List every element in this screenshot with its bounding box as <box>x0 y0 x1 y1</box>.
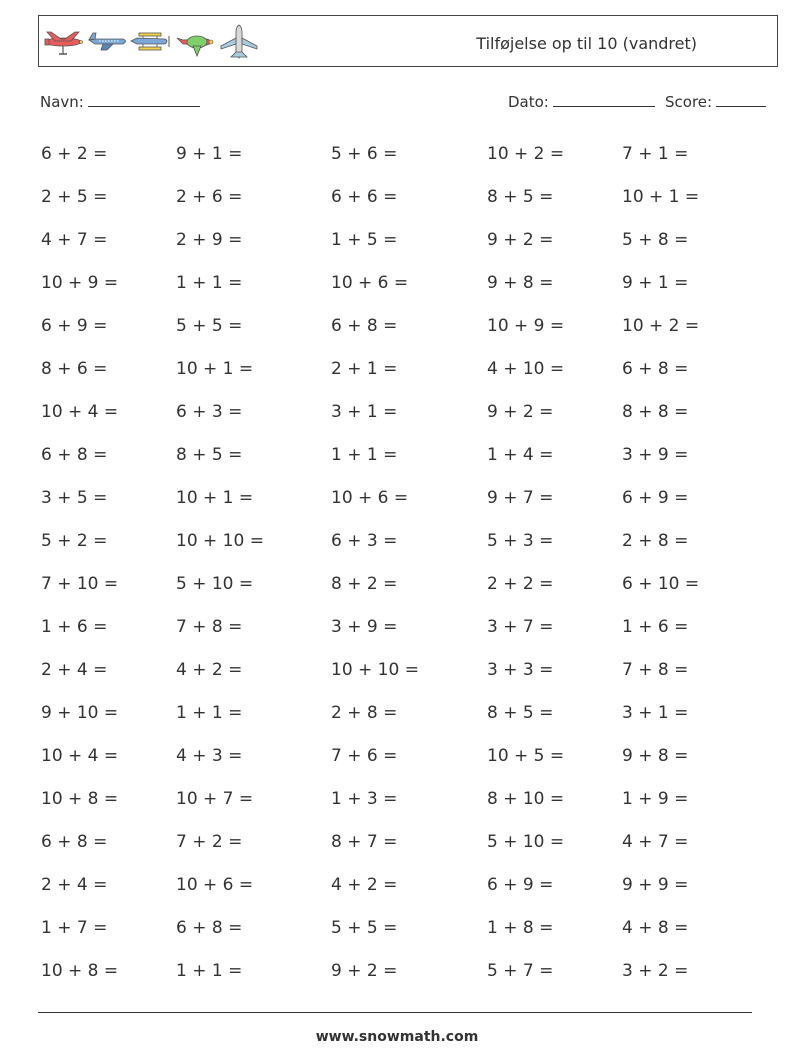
problem-item: 9 + 2 = <box>487 230 554 250</box>
problem-item: 8 + 5 = <box>487 187 554 207</box>
problem-item: 1 + 6 = <box>622 617 689 637</box>
problem-item: 6 + 8 = <box>41 832 108 852</box>
worksheet-header <box>38 15 778 67</box>
problem-item: 5 + 8 = <box>622 230 689 250</box>
problem-item: 2 + 4 = <box>41 660 108 680</box>
problem-item: 10 + 6 = <box>331 273 409 293</box>
problem-row <box>0 564 794 607</box>
problem-item: 8 + 5 = <box>487 703 554 723</box>
problem-item: 1 + 5 = <box>331 230 398 250</box>
problem-item: 2 + 8 = <box>622 531 689 551</box>
problem-item: 10 + 6 = <box>176 875 254 895</box>
problem-item: 6 + 8 = <box>622 359 689 379</box>
problem-item: 4 + 2 = <box>331 875 398 895</box>
worksheet-title: Tilføjelse op til 10 (vandret) <box>476 34 697 53</box>
problem-item: 6 + 8 = <box>331 316 398 336</box>
problem-item: 10 + 6 = <box>331 488 409 508</box>
problem-item: 2 + 9 = <box>176 230 243 250</box>
date-field <box>508 92 655 111</box>
problem-item: 6 + 8 = <box>41 445 108 465</box>
problem-row <box>0 220 794 263</box>
problem-item: 3 + 1 = <box>331 402 398 422</box>
date-label: Dato: <box>508 93 549 111</box>
problem-item: 6 + 9 = <box>622 488 689 508</box>
problem-row <box>0 951 794 994</box>
problem-item: 4 + 8 = <box>622 918 689 938</box>
score-blank[interactable] <box>716 92 766 107</box>
problem-item: 1 + 1 = <box>331 445 398 465</box>
problem-item: 8 + 5 = <box>176 445 243 465</box>
propeller-plane-icon <box>173 22 217 62</box>
problem-item: 5 + 10 = <box>487 832 565 852</box>
problem-item: 10 + 10 = <box>176 531 264 551</box>
problem-item: 10 + 2 = <box>622 316 700 336</box>
problem-item: 3 + 2 = <box>622 961 689 981</box>
problem-row <box>0 607 794 650</box>
problem-item: 2 + 4 = <box>41 875 108 895</box>
problem-item: 1 + 9 = <box>622 789 689 809</box>
problem-item: 6 + 3 = <box>176 402 243 422</box>
problem-item: 1 + 1 = <box>176 703 243 723</box>
problem-item: 10 + 5 = <box>487 746 565 766</box>
score-field <box>665 92 766 111</box>
problem-item: 1 + 6 = <box>41 617 108 637</box>
problem-item: 10 + 7 = <box>176 789 254 809</box>
problem-item: 5 + 6 = <box>331 144 398 164</box>
problem-item: 3 + 9 = <box>331 617 398 637</box>
problem-item: 10 + 2 = <box>487 144 565 164</box>
problem-item: 10 + 1 = <box>176 488 254 508</box>
jet-plane-icon <box>217 22 261 62</box>
problem-item: 3 + 3 = <box>487 660 554 680</box>
date-blank[interactable] <box>553 92 655 107</box>
problem-item: 4 + 7 = <box>622 832 689 852</box>
problem-item: 8 + 10 = <box>487 789 565 809</box>
problem-item: 9 + 9 = <box>622 875 689 895</box>
problem-item: 5 + 5 = <box>176 316 243 336</box>
problem-item: 7 + 1 = <box>622 144 689 164</box>
problem-item: 8 + 8 = <box>622 402 689 422</box>
problem-item: 9 + 7 = <box>487 488 554 508</box>
airplane-icon <box>41 22 85 62</box>
problem-item: 1 + 1 = <box>176 273 243 293</box>
problem-item: 8 + 2 = <box>331 574 398 594</box>
problem-item: 2 + 6 = <box>176 187 243 207</box>
problem-item: 10 + 4 = <box>41 746 119 766</box>
name-field <box>40 92 200 111</box>
problem-item: 9 + 2 = <box>487 402 554 422</box>
name-label: Navn: <box>40 93 84 111</box>
problem-item: 7 + 2 = <box>176 832 243 852</box>
problem-item: 1 + 1 = <box>176 961 243 981</box>
problem-item: 6 + 9 = <box>41 316 108 336</box>
problem-row <box>0 650 794 693</box>
problem-row <box>0 478 794 521</box>
problem-item: 4 + 2 = <box>176 660 243 680</box>
problem-row <box>0 306 794 349</box>
problem-item: 10 + 8 = <box>41 789 119 809</box>
problem-item: 5 + 5 = <box>331 918 398 938</box>
problem-item: 8 + 6 = <box>41 359 108 379</box>
problem-row <box>0 908 794 951</box>
problem-item: 1 + 3 = <box>331 789 398 809</box>
problem-item: 4 + 3 = <box>176 746 243 766</box>
problem-row <box>0 865 794 908</box>
airliner-icon <box>85 22 129 62</box>
problem-item: 5 + 7 = <box>487 961 554 981</box>
footer-divider <box>38 1012 752 1013</box>
problem-item: 3 + 7 = <box>487 617 554 637</box>
problem-item: 5 + 3 = <box>487 531 554 551</box>
problem-item: 10 + 9 = <box>41 273 119 293</box>
plane-icons <box>41 22 261 62</box>
problem-row <box>0 349 794 392</box>
problem-item: 1 + 7 = <box>41 918 108 938</box>
problem-item: 6 + 2 = <box>41 144 108 164</box>
problem-row <box>0 392 794 435</box>
problem-item: 3 + 9 = <box>622 445 689 465</box>
problem-item: 10 + 4 = <box>41 402 119 422</box>
problem-row <box>0 693 794 736</box>
problem-item: 9 + 8 = <box>487 273 554 293</box>
problem-item: 10 + 1 = <box>622 187 700 207</box>
problem-row <box>0 521 794 564</box>
problem-item: 4 + 10 = <box>487 359 565 379</box>
problem-row <box>0 263 794 306</box>
problem-row <box>0 177 794 220</box>
problem-item: 1 + 4 = <box>487 445 554 465</box>
problem-item: 10 + 1 = <box>176 359 254 379</box>
problem-item: 9 + 1 = <box>176 144 243 164</box>
problem-item: 3 + 1 = <box>622 703 689 723</box>
problem-item: 9 + 2 = <box>331 961 398 981</box>
problem-item: 6 + 10 = <box>622 574 700 594</box>
problem-item: 4 + 7 = <box>41 230 108 250</box>
problem-item: 3 + 5 = <box>41 488 108 508</box>
problem-item: 5 + 2 = <box>41 531 108 551</box>
problem-row <box>0 435 794 478</box>
problem-item: 1 + 8 = <box>487 918 554 938</box>
problem-item: 7 + 8 = <box>176 617 243 637</box>
problem-item: 2 + 2 = <box>487 574 554 594</box>
problem-item: 5 + 10 = <box>176 574 254 594</box>
problem-grid <box>0 134 794 994</box>
problem-item: 8 + 7 = <box>331 832 398 852</box>
problem-item: 7 + 8 = <box>622 660 689 680</box>
name-blank[interactable] <box>88 92 200 107</box>
problem-item: 10 + 10 = <box>331 660 419 680</box>
problem-item: 6 + 6 = <box>331 187 398 207</box>
problem-item: 10 + 8 = <box>41 961 119 981</box>
problem-item: 2 + 8 = <box>331 703 398 723</box>
problem-item: 6 + 9 = <box>487 875 554 895</box>
problem-item: 10 + 9 = <box>487 316 565 336</box>
problem-item: 6 + 3 = <box>331 531 398 551</box>
problem-item: 2 + 5 = <box>41 187 108 207</box>
problem-row <box>0 134 794 177</box>
problem-row <box>0 822 794 865</box>
score-label: Score: <box>665 93 713 111</box>
problem-item: 7 + 10 = <box>41 574 119 594</box>
footer-website: www.snowmath.com <box>315 1029 479 1045</box>
problem-item: 6 + 8 = <box>176 918 243 938</box>
problem-row <box>0 779 794 822</box>
problem-item: 9 + 10 = <box>41 703 119 723</box>
problem-item: 9 + 1 = <box>622 273 689 293</box>
problem-item: 9 + 8 = <box>622 746 689 766</box>
problem-item: 2 + 1 = <box>331 359 398 379</box>
biplane-icon <box>129 22 173 62</box>
problem-row <box>0 736 794 779</box>
problem-item: 7 + 6 = <box>331 746 398 766</box>
